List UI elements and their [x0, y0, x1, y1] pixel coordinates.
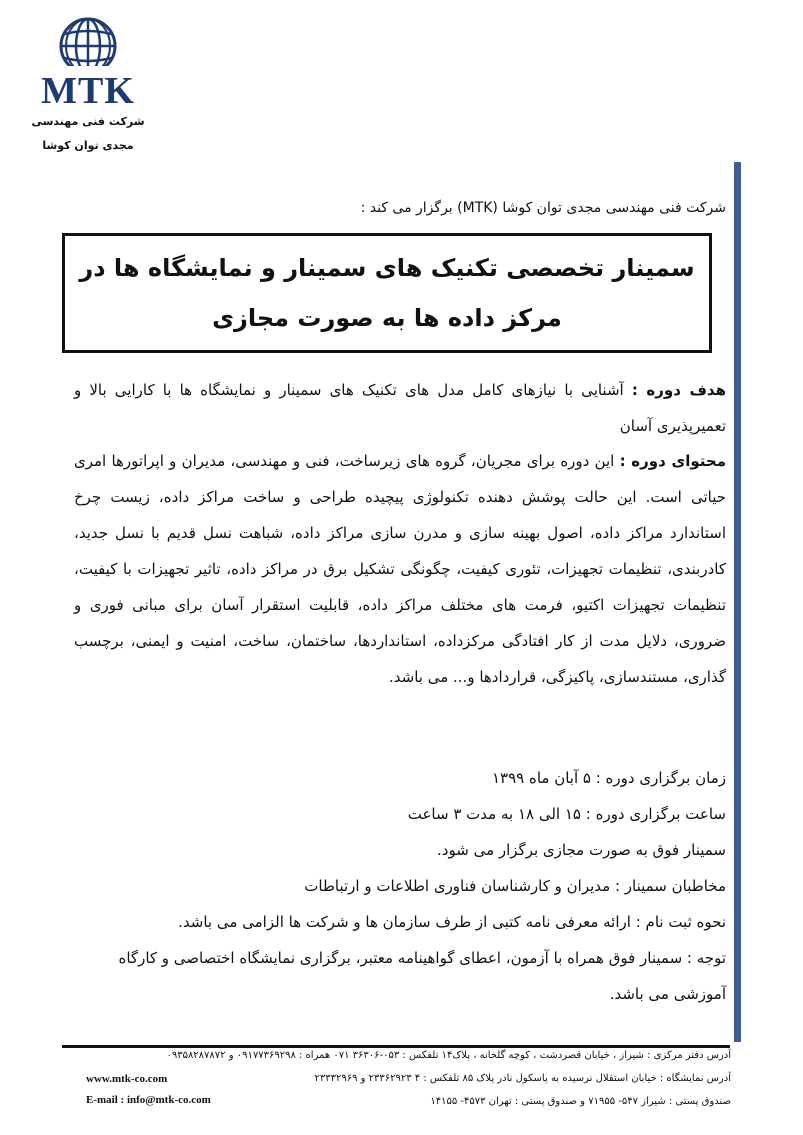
schedule-section [74, 760, 726, 1012]
logo-company-line2: مجدی توان کوشا [42, 139, 134, 152]
footer-website-link[interactable]: www.mtk-co.com [86, 1073, 168, 1085]
schedule-audience: مخاطبان سمینار : مدیران و کارشناسان فناوری اطلاعات و ارتباطات [304, 877, 726, 895]
company-logo [28, 14, 148, 164]
schedule-time: ساعت برگزاری دوره : ۱۵ الی ۱۸ به مدت ۳ ساعت [407, 805, 726, 823]
title-box [62, 233, 712, 353]
title-line1: سمینار تخصصی تکنیک های سمینار و نمایشگاه ها در [79, 254, 695, 282]
content-text: این دوره برای مجریان، گروه های زیرساخت، فنی و مهندسی، مدیران و اپراتورها امری حیاتی است. این حالت پوشش دهنده تکنولوژی پیچیده طراحی و ساخت مراکز داده، زیست چرخ استاندارد مراکز داده، اصول بهینه سازی و مدرن سازی مراکز داده، شباهت نسل قدیم با نسل جدید، کادربندی، تنظیمات تجهیزات، تئوری کیفیت، چگونگی تشکیل برق در مراکز داده، تاثیر تجهیزات با کیفیت، تنظیمات تجهیزات اکتیو، فرمت های مختلف مراکز داده، قابلیت استقرار آسان برای مبانی فوری و ضروری، دلایل مدت از کار افتادگی مرکزداده، استانداردها، ساختمان، ساخت، امنیت و ایمنی، برچسب گذاری، مستندسازی، پاکیزگی، قراردادها و... می باشد. [74, 452, 726, 686]
content-label: محتوای دوره : [619, 452, 726, 470]
content-section [74, 443, 726, 695]
schedule-mode: سمینار فوق به صورت مجازی برگزار می شود. [437, 841, 726, 859]
footer-pobox: صندوق پستی : شیراز ۵۴۷- ۷۱۹۵۵ و صندوق پستی : تهران ۴۵۷۳- ۱۴۱۵۵ [430, 1096, 731, 1107]
globe-icon [56, 14, 120, 74]
goal-section [74, 372, 726, 444]
goal-text: آشنایی با نیازهای کامل مدل های تکنیک های سمینار و نمایشگاه ها با کارایی بالا و تعمیرپذیری آسان [74, 381, 726, 435]
footer-email-link[interactable]: E-mail : info@mtk-co.com [86, 1094, 211, 1106]
schedule-date: زمان برگزاری دوره : ۵ آبان ماه ۱۳۹۹ [491, 769, 726, 787]
footer-address-office: آدرس دفتر مرکزی : شیراز ، خیابان قصردشت ، کوچه گلخانه ، پلاک۱۴ تلفکس : ۰۵۳-۳۶۳۰۶ ۰۷۱ همراه : ۰۹۱۷۷۳۶۹۲۹۸ و ۰۹۳۵۸۲۸۷۸۷۲ [166, 1050, 731, 1061]
footer-divider [62, 1045, 730, 1048]
logo-company-line1: شرکت فنی مهندسی [31, 115, 145, 128]
intro-line: شرکت فنی مهندسی مجدی توان کوشا (MTK) برگزار می کند : [360, 200, 726, 216]
side-accent-bar [734, 162, 741, 1042]
footer-address-exhibition: آدرس نمایشگاه : خیابان استقلال نرسیده به پاسکول نادر پلاک ۸۵ تلفکس : ۴ ۲۳۳۶۲۹۲۳ و ۲۳۳۳۲۹۶۹ [314, 1073, 731, 1084]
goal-label: هدف دوره : [631, 381, 726, 399]
title-line2: مرکز داده ها به صورت مجازی [212, 304, 562, 332]
seminar-title [79, 243, 694, 343]
schedule-note: توجه : سمینار فوق همراه با آزمون، اعطای گواهینامه معتبر، برگزاری نمایشگاه اختصاصی و کارگاه آموزشی می باشد. [118, 949, 726, 1003]
schedule-registration: نحوه ثبت نام : ارائه معرفی نامه کتبی از طرف سازمان ها و شرکت ها الزامی می باشد. [178, 913, 726, 931]
logo-wordmark: MTK [41, 70, 135, 112]
